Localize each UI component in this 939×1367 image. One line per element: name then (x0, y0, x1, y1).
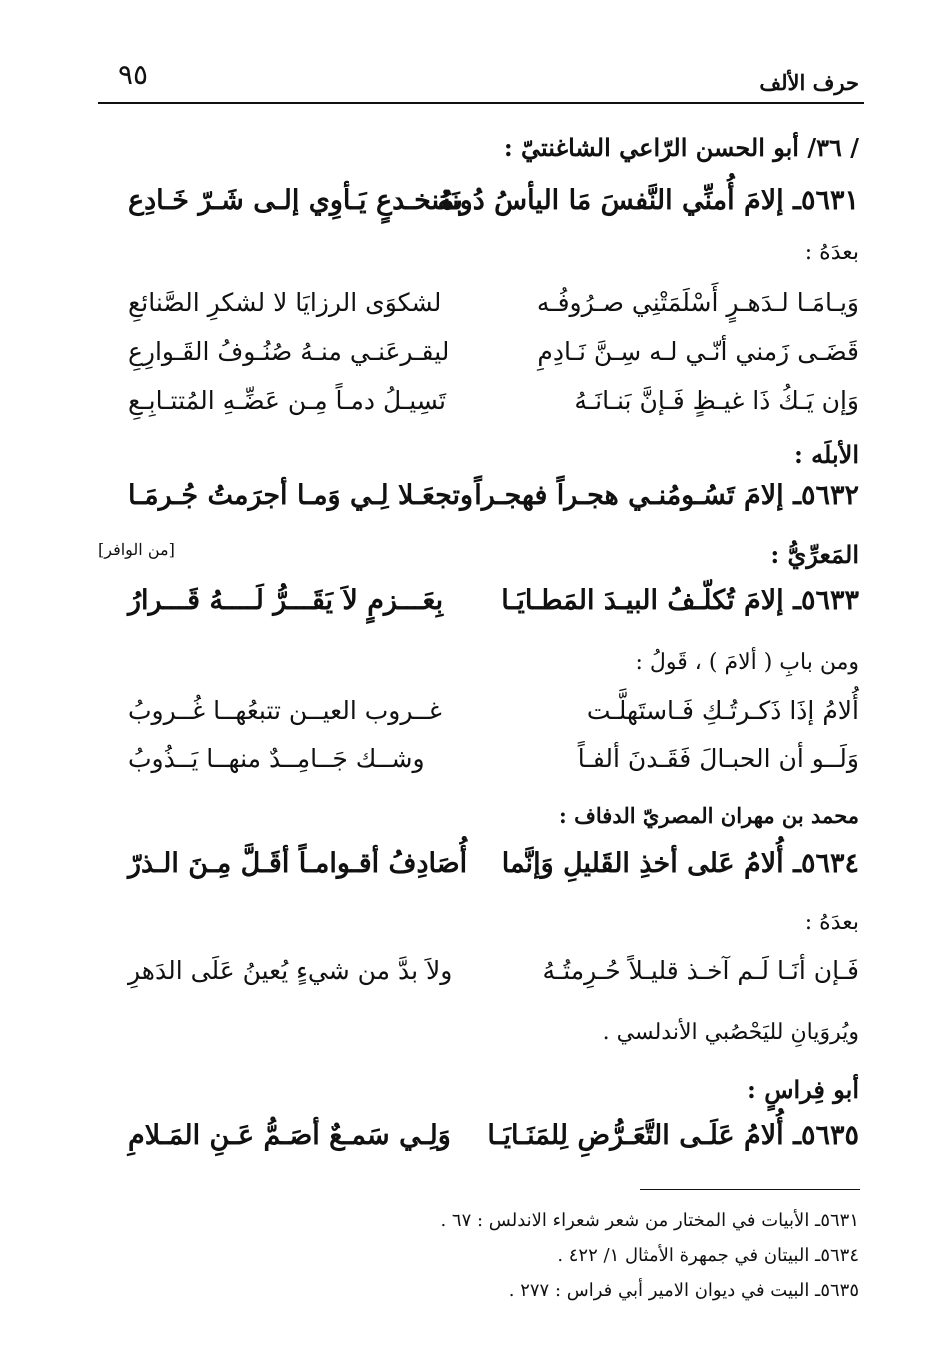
poet-heading: / ٣٦/ أبو الحسن الرّاعي الشاغنتيّ : (503, 133, 859, 162)
verse-hemistich-first: ٥٦٣٢ـ إلامَ تَسُـومُنـي هجـراً فهجـراً (474, 480, 859, 511)
verse-hemistich-first: أُلامُ إذَا ذَكـرتُـكِ فَـاستَهلَّـت (586, 696, 859, 725)
note-line: بعدَهُ : (804, 240, 859, 265)
verse-hemistich-first: وَإن يَـكُ ذَا غيـظٍ فَـإنَّ بَنـانَـهُ (574, 386, 859, 415)
footnote-rule (640, 1189, 860, 1190)
note-line: بعدَهُ : (804, 910, 859, 935)
verse-hemistich-second: وَلِـي سَمـعٌ أصَـمُّ عَـنِ المَـلامِ (128, 1120, 451, 1151)
verse-hemistich-second: ولاَ بدَّ من شيءٍ يُعينُ عَلَى الدَهرِ (128, 956, 453, 985)
note-line: ويُروَيانِ لليَحْصُبي الأندلسي . (602, 1020, 859, 1045)
verse-hemistich-first: وَلَــو أن الحبـالَ فَقَـدنَ ألفـاً (577, 744, 859, 773)
verse-hemistich-first: ٥٦٣٣ـ إلامَ تُكلّـفُ البيـدَ المَطـايَـا (501, 585, 859, 616)
verse-hemistich-first: قَضَـى زَمني أنّـي لـه سِـنَّ نَـادِمِ (537, 337, 859, 366)
verse-hemistich-second: لشكوَى الرزايَا لا لشكرِ الصَّنائعِ (128, 288, 442, 317)
verse-hemistich-first: ٥٦٣٤ـ أُلامُ عَلى أخذِ القَليلِ وَإنَّما (501, 848, 859, 879)
verse-hemistich-first: ٥٦٣١ـ إلامَ أُمنِّي النَّفسَ مَا اليأسُ دُونَهُ (437, 185, 859, 216)
verse-hemistich-first: وَيـامَـا لـدَهـرٍ أَسْلَمَتْنِي صـرُوفُـه (536, 288, 859, 317)
verse-hemistich-second: وشــك جَــامِــدٌ منهــا يَــذُوبُ (128, 744, 425, 773)
footnote: ٥٦٣٤ـ البيتان في جمهرة الأمثال ١/ ٤٢٢ . (557, 1245, 859, 1266)
metre-label: [من الوافر] (98, 540, 175, 559)
verse-hemistich-second: غــروب العيــن تتبعُهــا غُــروبُ (128, 696, 442, 725)
verse-hemistich-first: فَـإن أنَـا لَـم آخـذ قليـلاً حُـرِمتُـهُ (542, 956, 859, 985)
verse-hemistich-first: ٥٦٣٥ـ أُلامُ عَلَـى التَّعَـرُّضِ لِلمَنَـايَـا (487, 1120, 859, 1151)
verse-hemistich-second: أُصَادِفُ أقـوامـاً أقَـلَّ مِـنَ الـذرّ (128, 848, 468, 879)
footnote: ٥٦٣١ـ الأبيات في المختار من شعر شعراء الاندلس : ٦٧ . (440, 1210, 859, 1231)
note-line: ومن بابِ ( ألامَ ) ، قَولُ : (635, 650, 859, 675)
verse-hemistich-second: وتجعَـلا لِـي وَمـا أجرَمتُ جُـرمَـا (128, 480, 474, 511)
verse-hemistich-second: تَسِيـلُ دمـاً مِـن عَضِّـهِ المُتتـابِـعِ (128, 386, 447, 415)
verse-hemistich-second: بمُنخـدعٍ يَـأوِي إلـى شَـرّ خَـادِع (128, 185, 463, 216)
poet-heading: المَعرِّيُّ : (770, 540, 859, 569)
page-number: ٩٥ (118, 58, 149, 91)
footnote: ٥٦٣٥ـ البيت في ديوان الامير أبي فراس : ٢٧٧ . (508, 1280, 859, 1301)
poet-heading: الأبلَه : (793, 440, 859, 469)
verse-hemistich-second: ليقـرعَنـي منـهُ صُنُـوفُ القَـوارِعِ (128, 337, 450, 366)
poet-heading: أبو فِراسٍ : (747, 1075, 859, 1104)
poet-heading: محمد بن مهران المصريّ الدفاف : (559, 803, 859, 828)
verse-hemistich-second: بِعَـــزمٍ لاَ يَقَـــرُّ لَــــهُ قَـــرارُ (128, 585, 444, 616)
running-header: حرف الألف (759, 70, 859, 95)
header-rule (98, 102, 864, 104)
